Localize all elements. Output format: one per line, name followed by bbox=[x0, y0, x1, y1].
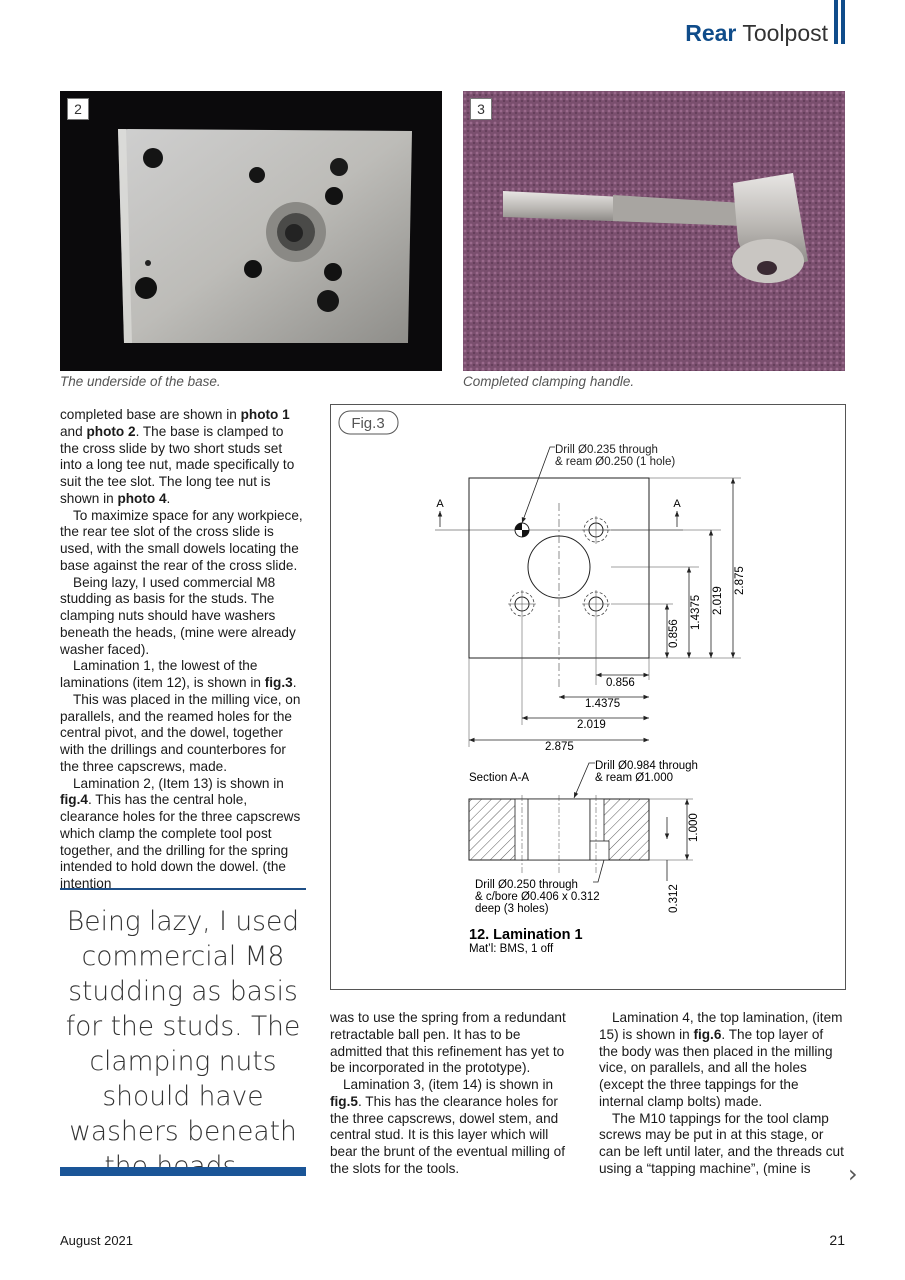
photo-3-number: 3 bbox=[470, 98, 492, 120]
pull-quote-bar bbox=[60, 1167, 306, 1176]
section-view bbox=[469, 795, 649, 875]
dim-counterbore: 0.312 bbox=[668, 884, 680, 913]
dim-vertical-2019: 2.019 bbox=[712, 586, 724, 615]
dim-horizontal-2019: 2.019 bbox=[577, 719, 606, 731]
note-cb-line-2: & c/bore Ø0.406 x 0.312 bbox=[475, 891, 600, 903]
dim-vertical-2875: 2.875 bbox=[734, 566, 746, 595]
col1-paragraph-4: Lamination 1, the lowest of the laminations (item 12), is shown in fig.3. bbox=[60, 658, 297, 690]
figure-3-box bbox=[330, 404, 846, 990]
col1-paragraph-6: Lamination 2, (Item 13) is shown in fig.4. This has the central hole, clearance holes for the three capscrews which clamp the complete tool post together, and the drilling for the spring intended to hold down the dowel. (the intention bbox=[60, 775, 301, 891]
column-3-text bbox=[599, 1010, 845, 1178]
note-drill-leader bbox=[522, 447, 555, 523]
pull-quote bbox=[60, 888, 306, 1176]
capscrew-hole-top-right bbox=[582, 516, 610, 544]
note-drill-line-2: & ream Ø0.250 (1 hole) bbox=[555, 456, 676, 468]
note-center-line-2: & ream Ø1.000 bbox=[595, 772, 673, 784]
section-mark-left: A bbox=[436, 498, 444, 510]
header-title-bold: Rear bbox=[685, 20, 737, 46]
col3-paragraph-1: Lamination 4, the top lamination, (item 15) is shown in fig.6. The top layer of the body was then placed in the milling vice, on parallels, and all the holes (except the three tappings for the internal clamp bolts) made. bbox=[599, 1010, 843, 1109]
section-mark-right: A bbox=[673, 498, 681, 510]
col1-paragraph-1: completed base are shown in photo 1 and photo 2. The base is clamped to the cross slide by two short studs set into a long tee nut, made specifically to suit the tee slot. The long tee nut is shown in photo 4. bbox=[60, 407, 295, 506]
header-bars-decoration bbox=[834, 0, 846, 44]
header-title-rest: Toolpost bbox=[736, 20, 828, 46]
footer-date: August 2021 bbox=[60, 1233, 134, 1248]
column-2-text bbox=[330, 1010, 576, 1178]
part-material: Mat’l: BMS, 1 off bbox=[469, 943, 554, 955]
figure-3-drawing bbox=[331, 405, 845, 989]
figure-label: Fig.3 bbox=[351, 415, 385, 432]
col1-paragraph-5: This was placed in the milling vice, on parallels, and the reamed holes for the central pivot, and the dowel, together with the drillings and counterbores for the three capscrews, made. bbox=[60, 691, 301, 774]
dim-vertical-0856: 0.856 bbox=[668, 619, 680, 648]
note-cb-line-3: deep (3 holes) bbox=[475, 903, 549, 915]
dim-horizontal-0856: 0.856 bbox=[606, 677, 635, 689]
col1-paragraph-2: To maximize space for any workpiece, the rear tee slot of the cross slide is used, with the small dowels locating the base against the rear of the cross slide. bbox=[60, 507, 303, 573]
running-header bbox=[685, 20, 828, 47]
dim-thickness: 1.000 bbox=[688, 813, 700, 842]
photo-3 bbox=[463, 91, 845, 371]
photo-2 bbox=[60, 91, 442, 371]
photo-3-image bbox=[463, 91, 845, 371]
col3-paragraph-2: The M10 tappings for the tool clamp screws may be put in at this stage, or can be left until later, and the threads cut using a “tapping machine”, (mine is bbox=[599, 1110, 844, 1176]
col2-paragraph-1: was to use the spring from a redundant retractable ball pen. It has to be admitted that this refinement has yet to be incorporated in the prototype). bbox=[330, 1010, 566, 1076]
page-number: 21 bbox=[829, 1232, 845, 1248]
dim-horizontal-2875: 2.875 bbox=[545, 741, 574, 753]
col1-paragraph-3: Being lazy, I used commercial M8 studding as basis for the studs. The clamping nuts should have washers beneath the heads, (mine were already washer faced). bbox=[60, 574, 296, 657]
note-cb-line-1: Drill Ø0.250 through bbox=[475, 879, 578, 891]
photo-2-number: 2 bbox=[67, 98, 89, 120]
photo-2-image bbox=[60, 91, 442, 371]
dim-vertical-14375: 1.4375 bbox=[690, 594, 702, 630]
part-title: 12. Lamination 1 bbox=[469, 927, 583, 943]
capscrew-hole-bottom-right bbox=[582, 590, 610, 685]
column-1-text bbox=[60, 407, 306, 893]
pull-quote-text: Being lazy, I used commercial M8 studding as basis for the studs. The clamping nuts should have washers beneath bbox=[65, 906, 301, 1147]
note-center-line-1: Drill Ø0.984 through bbox=[595, 760, 698, 772]
photo-2-caption: The underside of the base. bbox=[60, 374, 221, 389]
dim-horizontal-14375: 1.4375 bbox=[585, 698, 621, 710]
col2-paragraph-2: Lamination 3, (item 14) is shown in fig.5. This has the clearance holes for the three capscrews, dowel stem, and central stud. It is this layer which will bear the brunt of the eventual milling of the slots for the tools. bbox=[330, 1077, 566, 1176]
photo-3-caption: Completed clamping handle. bbox=[463, 374, 635, 389]
note-drill-line-1: Drill Ø0.235 through bbox=[555, 444, 658, 456]
next-page-arrow-icon[interactable]: › bbox=[848, 1160, 858, 1188]
section-label: Section A-A bbox=[469, 772, 530, 784]
